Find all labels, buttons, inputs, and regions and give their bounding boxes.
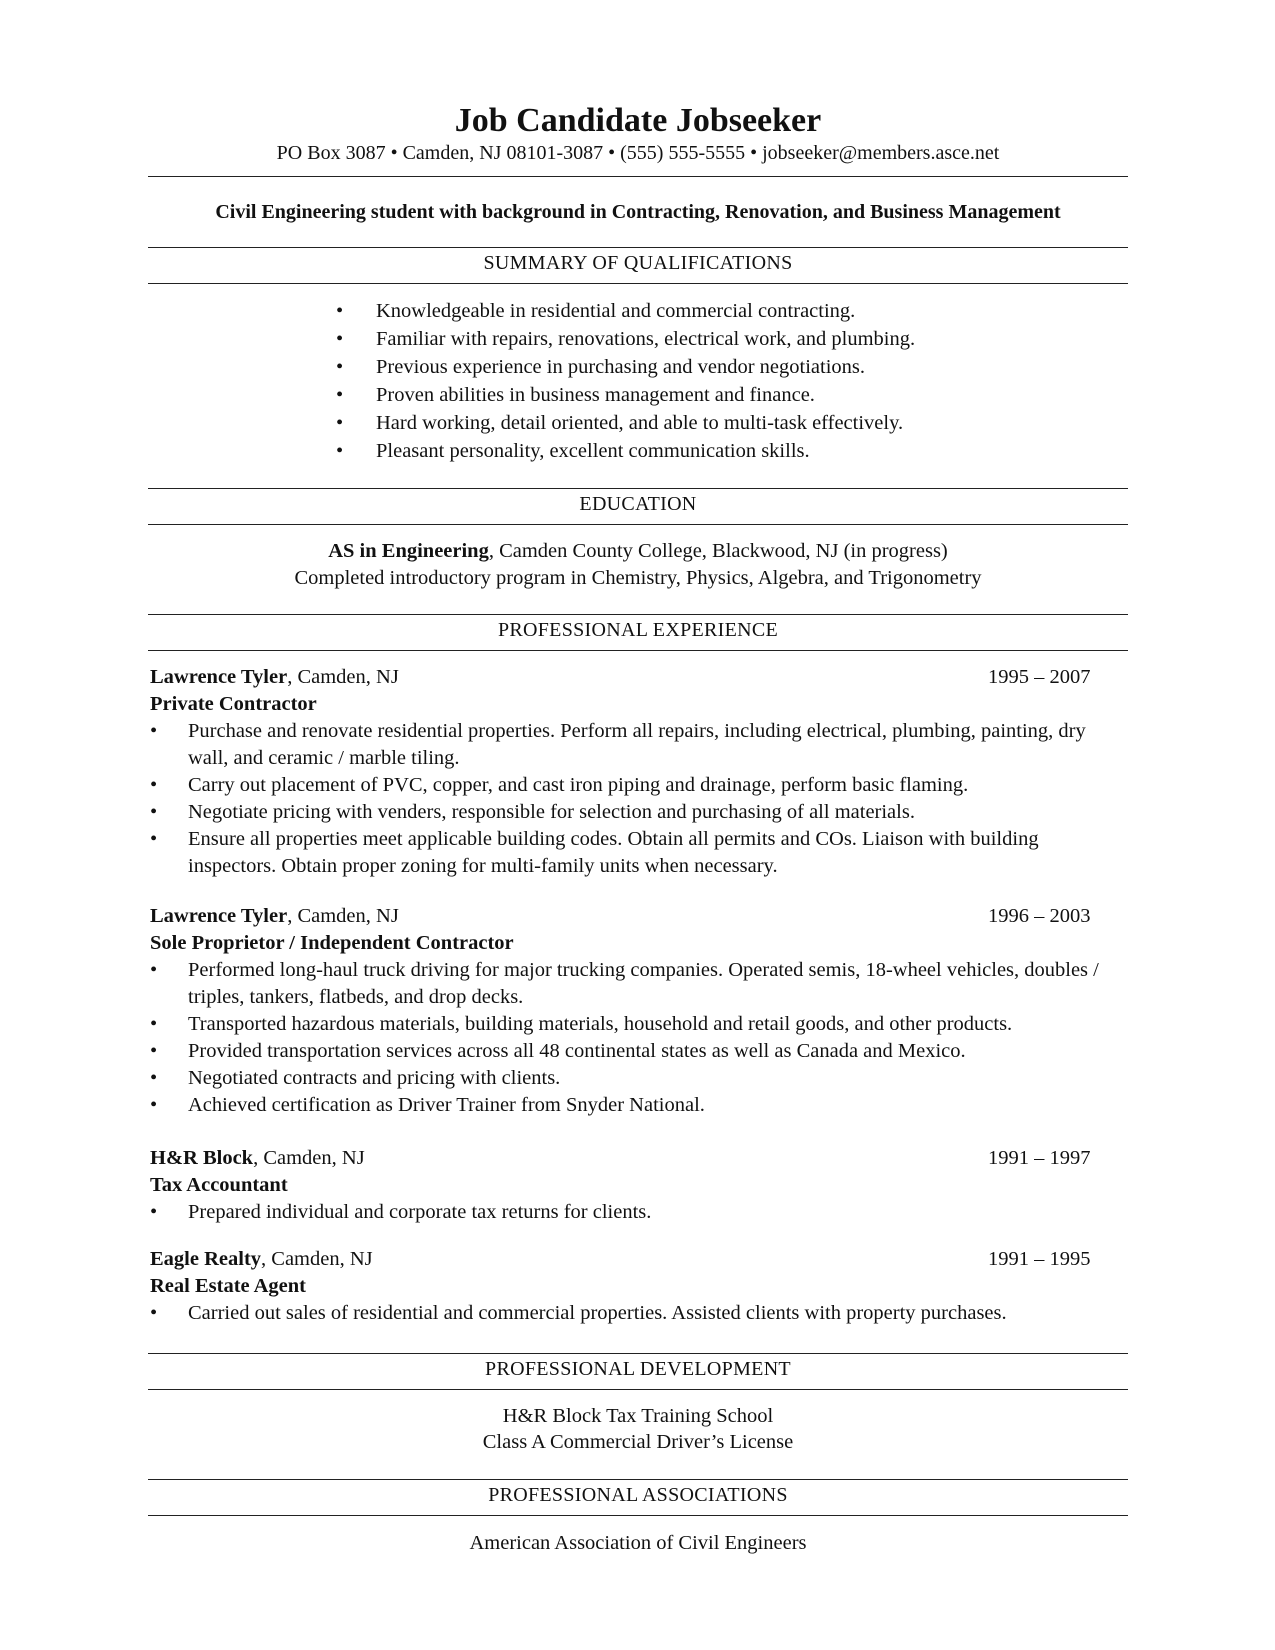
section-title-development: PROFESSIONAL DEVELOPMENT	[485, 1358, 791, 1380]
job-entry	[150, 903, 1130, 1119]
candidate-name: Job Candidate Jobseeker	[454, 102, 822, 139]
duty-item: • Achieved certification as Driver Trainer from Snyder National.	[150, 1092, 1130, 1119]
divider	[148, 524, 1128, 525]
job-dates: 1991 – 1995	[988, 1248, 1091, 1270]
job-position: Tax Accountant	[150, 1174, 288, 1196]
duty-item: • Provided transportation services across all 48 continental states as well as Canada and Mexico.	[150, 1038, 1130, 1065]
divider	[148, 488, 1128, 489]
duty-item: • Prepared individual and corporate tax returns for clients.	[150, 1199, 1130, 1226]
job-dates: 1991 – 1997	[988, 1147, 1091, 1169]
duty-list	[150, 718, 1130, 880]
job-dates: 1995 – 2007	[988, 666, 1091, 688]
divider	[148, 176, 1128, 177]
bullet: •	[150, 828, 158, 850]
employer: Lawrence Tyler	[150, 666, 288, 688]
association-item: American Association of Civil Engineers	[469, 1532, 807, 1554]
bullet: •	[336, 300, 344, 322]
divider	[148, 614, 1128, 615]
job-header	[150, 1145, 1130, 1172]
summary-item: • Previous experience in purchasing and vendor negotiations.	[336, 353, 1056, 381]
job-header	[150, 903, 1130, 930]
section-title-associations: PROFESSIONAL ASSOCIATIONS	[488, 1484, 788, 1506]
job-entry	[150, 664, 1130, 880]
duty-list	[150, 1300, 1130, 1327]
job-entry	[150, 1145, 1130, 1226]
job-dates: 1996 – 2003	[988, 905, 1091, 927]
school: , Camden County College, Blackwood, NJ (in progress)	[488, 540, 948, 562]
education-degree-line	[148, 538, 1128, 565]
bullet: •	[150, 1201, 158, 1223]
duty-item: • Negotiated contracts and pricing with clients.	[150, 1065, 1130, 1092]
job-entry	[150, 1246, 1130, 1327]
education-details: Completed introductory program in Chemistry, Physics, Algebra, and Trigonometry	[294, 567, 982, 589]
duty-list	[150, 1199, 1130, 1226]
job-header	[150, 1246, 1130, 1273]
duty-item: • Purchase and renovate residential properties. Perform all repairs, including electrical, plumbing, painting, dry wall, and ceramic / marble tiling.	[150, 720, 1086, 769]
tagline: Civil Engineering student with background in Contracting, Renovation, and Business Management	[215, 201, 1061, 223]
divider	[148, 1353, 1128, 1354]
divider	[148, 1515, 1128, 1516]
employer: Eagle Realty	[150, 1248, 262, 1270]
duty-item: • Performed long-haul truck driving for major trucking companies. Operated semis, 18-wheel vehicles, doubles / triples, tankers, flatbeds, and drop decks.	[150, 959, 1099, 1008]
job-location: , Camden, NJ	[287, 666, 399, 688]
development-item: H&R Block Tax Training School	[502, 1405, 774, 1427]
job-location: , Camden, NJ	[253, 1147, 365, 1169]
summary-item: • Pleasant personality, excellent communication skills.	[336, 437, 1056, 465]
employer: H&R Block	[150, 1147, 254, 1169]
summary-list	[336, 297, 1056, 465]
employer: Lawrence Tyler	[150, 905, 288, 927]
duty-item: • Carried out sales of residential and commercial properties. Assisted clients with property purchases.	[150, 1300, 1130, 1327]
bullet: •	[150, 1013, 158, 1035]
section-title-summary: SUMMARY OF QUALIFICATIONS	[483, 252, 793, 274]
bullet: •	[150, 801, 158, 823]
divider	[148, 650, 1128, 651]
job-location: , Camden, NJ	[287, 905, 399, 927]
bullet: •	[150, 959, 158, 981]
summary-item: • Proven abilities in business management and finance.	[336, 381, 1056, 409]
bullet: •	[336, 384, 344, 406]
divider	[148, 247, 1128, 248]
bullet: •	[150, 1094, 158, 1116]
duty-item: • Carry out placement of PVC, copper, and cast iron piping and drainage, perform basic flaming.	[150, 772, 1130, 799]
divider	[148, 1479, 1128, 1480]
divider	[148, 283, 1128, 284]
job-header	[150, 664, 1130, 691]
job-position: Real Estate Agent	[150, 1275, 307, 1297]
bullet: •	[150, 1040, 158, 1062]
bullet: •	[336, 356, 344, 378]
job-position: Sole Proprietor / Independent Contractor	[150, 932, 514, 954]
summary-item: • Familiar with repairs, renovations, electrical work, and plumbing.	[336, 325, 1056, 353]
duty-item: • Transported hazardous materials, building materials, household and retail goods, and other products.	[150, 1011, 1130, 1038]
section-title-experience: PROFESSIONAL EXPERIENCE	[497, 619, 779, 641]
summary-item: • Hard working, detail oriented, and able to multi-task effectively.	[336, 409, 1056, 437]
duty-item: • Negotiate pricing with venders, responsible for selection and purchasing of all materials.	[150, 799, 1130, 826]
degree: AS in Engineering	[328, 540, 489, 562]
bullet: •	[336, 328, 344, 350]
job-position: Private Contractor	[150, 693, 317, 715]
development-item: Class A Commercial Driver’s License	[482, 1431, 794, 1453]
summary-item: • Knowledgeable in residential and commercial contracting.	[336, 297, 1056, 325]
bullet: •	[336, 412, 344, 434]
job-location: , Camden, NJ	[261, 1248, 373, 1270]
bullet: •	[150, 720, 158, 742]
contact-line: PO Box 3087 • Camden, NJ 08101-3087 • (555) 555-5555 • jobseeker@members.asce.net	[276, 142, 1000, 164]
bullet: •	[336, 440, 344, 462]
divider	[148, 1389, 1128, 1390]
duty-list	[150, 957, 1130, 1119]
duty-item: • Ensure all properties meet applicable building codes. Obtain all permits and COs. Liaison with building inspectors. Obtain proper zoning for multi-family units when necessary.	[150, 828, 1039, 877]
bullet: •	[150, 1067, 158, 1089]
bullet: •	[150, 774, 158, 796]
section-title-education: EDUCATION	[579, 493, 697, 515]
bullet: •	[150, 1302, 158, 1324]
